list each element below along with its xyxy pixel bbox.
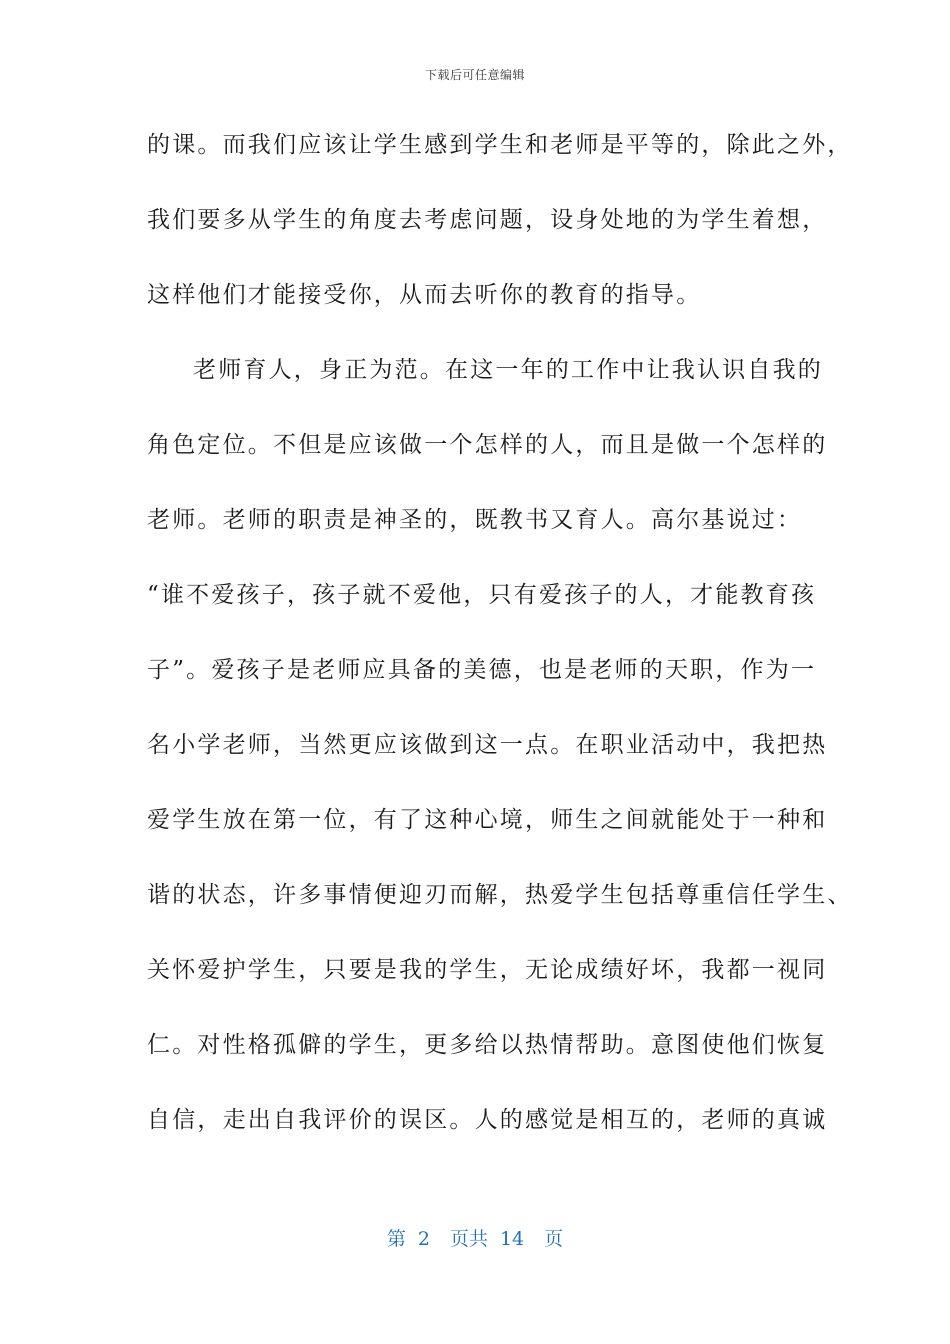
text-line-14: 自信，走出自我评价的误区。人的感觉是相互的，老师的真诚 — [147, 1107, 828, 1133]
text-line-6: 老师。老师的职责是神圣的，既教书又育人。高尔基说过： — [147, 507, 803, 533]
text-line-3: 这样他们才能接受你，从而去听你的教育的指导。 — [147, 282, 702, 308]
text-line-13: 仁。对性格孤僻的学生，更多给以热情帮助。意图使他们恢复 — [147, 1032, 828, 1058]
text-line-11: 谐的状态，许多事情便迎刃而解，热爱学生包括尊重信任学生、 — [147, 882, 853, 908]
text-line-1: 的课。而我们应该让学生感到学生和老师是平等的，除此之外， — [147, 132, 853, 158]
text-line-2: 我们要多从学生的角度去考虑问题，设身处地的为学生着想， — [147, 207, 828, 233]
text-line-12: 关怀爱护学生，只要是我的学生，无论成绩好坏，我都一视同 — [147, 957, 828, 983]
page-header: 下载后可任意编辑 — [424, 68, 525, 82]
text-line-7: “谁不爱孩子，孩子就不爱他，只有爱孩子的人，才能教育孩 — [147, 582, 817, 608]
paragraph-start-line-4: 老师育人，身正为范。在这一年的工作中让我认识自我的 — [193, 357, 823, 383]
text-line-10: 爱学生放在第一位，有了这种心境，师生之间就能处于一种和 — [147, 807, 828, 833]
total-pages-number: 14 — [499, 1228, 525, 1250]
document-body — [147, 122, 853, 1172]
current-page-number: 2 — [417, 1228, 430, 1250]
text-line-8: 子”。爱孩子是老师应具备的美德，也是老师的天职，作为一 — [147, 657, 817, 683]
footer-prefix: 第 — [386, 1228, 406, 1250]
footer-middle: 页共 — [449, 1228, 488, 1250]
page-footer — [0, 1224, 950, 1251]
footer-suffix: 页 — [544, 1228, 564, 1250]
text-line-5: 角色定位。不但是应该做一个怎样的人，而且是做一个怎样的 — [147, 432, 828, 458]
text-line-9: 名小学老师，当然更应该做到这一点。在职业活动中，我把热 — [147, 732, 828, 758]
